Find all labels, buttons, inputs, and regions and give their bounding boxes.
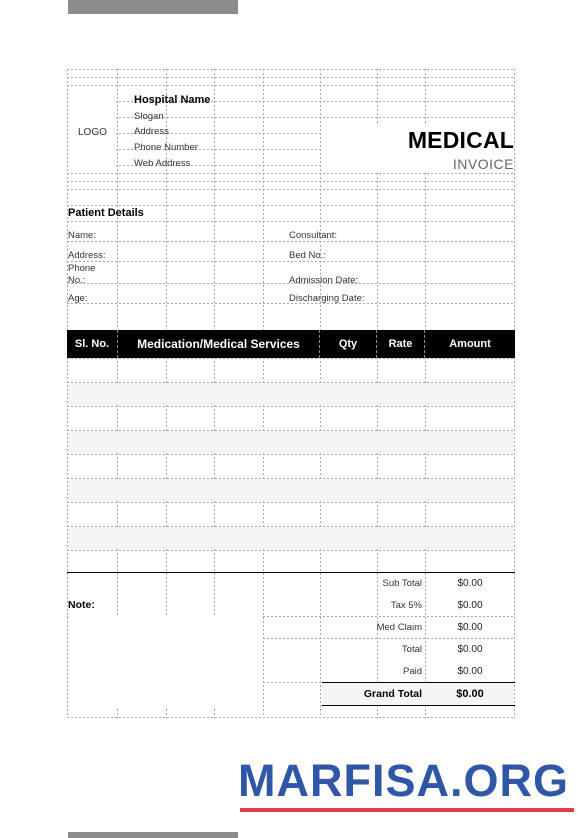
bottom-grey-bar — [68, 832, 238, 838]
table-row — [68, 431, 514, 453]
consultant-label: Consultant: — [289, 230, 338, 241]
watermark-underline — [240, 808, 574, 812]
table-row — [68, 479, 514, 501]
bed-label: Bed No.: — [289, 250, 326, 261]
subtotal-value: $0.00 — [457, 578, 483, 589]
watermark-logo: MARFISA.ORG — [238, 755, 569, 806]
total-value: $0.00 — [457, 644, 483, 655]
table-row — [68, 527, 514, 549]
admission-label: Admission Date: — [289, 275, 359, 286]
logo-placeholder: LOGO — [78, 127, 107, 138]
grand-total-bottom-line — [322, 705, 515, 706]
grand-total-label: Grand Total — [363, 688, 422, 700]
address-label: Address: — [68, 250, 106, 261]
patient-details-heading: Patient Details — [68, 207, 144, 219]
table-row — [68, 383, 514, 405]
phone-number: Phone Number — [134, 142, 198, 153]
total-label: Total — [401, 644, 422, 655]
col-sl-no: Sl. No. — [67, 330, 118, 358]
grand-total-top-line — [322, 682, 515, 683]
paid-label: Paid — [402, 666, 422, 677]
address: Address — [134, 126, 169, 137]
title-medical: MEDICAL — [407, 127, 514, 153]
phone-label-2: No.: — [68, 275, 86, 286]
col-amount: Amount — [449, 338, 491, 350]
grand-total-value: $0.00 — [456, 688, 484, 700]
name-label: Name: — [68, 230, 96, 241]
top-grey-bar — [68, 0, 238, 14]
items-end-line — [67, 572, 515, 573]
note-label: Note: — [68, 599, 95, 611]
phone-label: Phone — [68, 263, 96, 274]
age-label: Age: — [68, 293, 88, 304]
table-header — [67, 330, 515, 358]
hospital-name: Hospital Name — [134, 94, 211, 106]
col-qty: Qty — [320, 330, 377, 358]
paid-value: $0.00 — [457, 666, 483, 677]
slogan: Slogan — [134, 111, 164, 122]
subtotal-label: Sub Total — [382, 578, 422, 589]
col-services: Medication/Medical Services — [118, 330, 320, 358]
med-claim-label: Med Claim — [376, 622, 422, 633]
web-address: Web Address — [134, 158, 191, 169]
col-rate: Rate — [377, 330, 425, 358]
tax-label: Tax 5% — [390, 600, 422, 611]
note-box — [68, 616, 263, 707]
discharge-label: Discharging Date: — [289, 293, 365, 304]
tax-value: $0.00 — [457, 600, 483, 611]
title-invoice: INVOICE — [452, 156, 514, 172]
med-claim-value: $0.00 — [457, 622, 483, 633]
